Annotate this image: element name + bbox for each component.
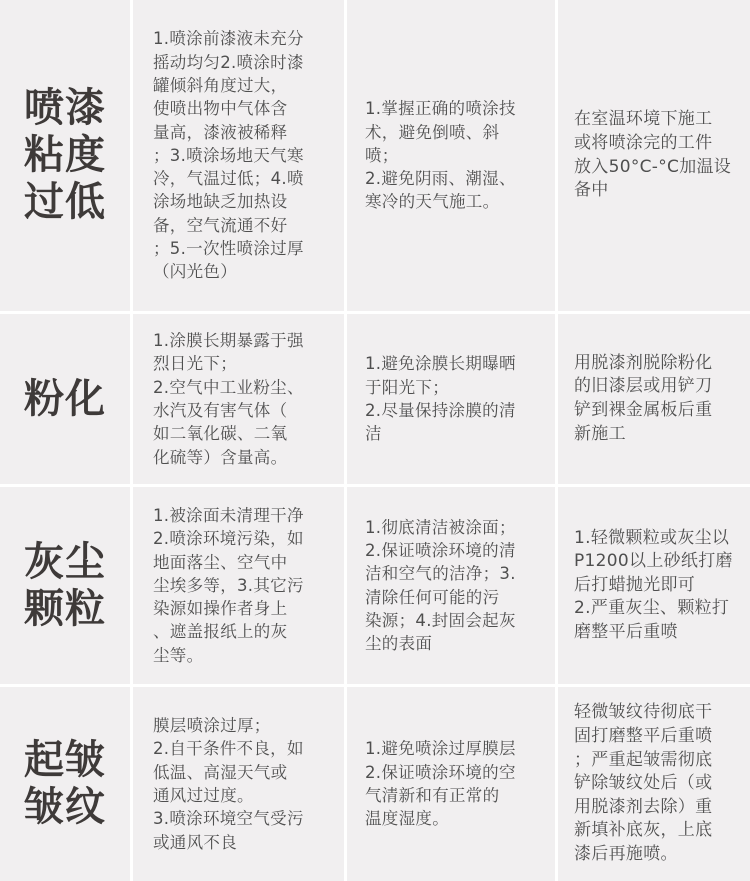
cause-text: 1.喷涂前漆液未充分 摇动均匀2.喷涂时漆 罐倾斜角度过大， 使喷出物中气体含 量高，漆液被稀释 ；3.喷涂场地天气寒 冷，气温过低；4.喷 涂场地缺乏加热设 备，空气流通不好 ；5.一次性喷涂过厚 （闪光色）: [153, 29, 304, 282]
remedy-cell: [558, 314, 750, 484]
cause-text: 膜层喷涂过厚； 2.自干条件不良，如 低温、高湿天气或 通风过过度。 3.喷涂环境空气受污 或通风不良: [153, 716, 304, 852]
defect-name: 喷漆 粘度 过低: [24, 85, 106, 225]
cause-cell: [133, 487, 344, 684]
remedy-text: 1.轻微颗粒或灰尘以 P1200以上砂纸打磨 后打蜡抛光即可 2.严重灰尘、颗粒打 磨整平后重喷: [574, 527, 733, 642]
defect-cell: [0, 487, 130, 684]
defect-name: 起皱 皱纹: [24, 737, 106, 830]
remedy-text: 轻微皱纹待彻底干 固打磨整平后重喷 ；严重起皱需彻底 铲除皱纹处后（或 用脱漆剂去除）重 新填补底灰，上底 漆后再施喷。: [574, 702, 713, 864]
remedy-text: 在室温环境下施工 或将喷涂完的工件 放入50°C-°C加温设 备中: [574, 109, 732, 201]
prevention-cell: [347, 314, 555, 484]
prevention-text: 1.避免涂膜长期曝晒 于阳光下； 2.尽量保持涂膜的清 洁: [365, 354, 516, 444]
cause-cell: [133, 0, 344, 311]
prevention-cell: [347, 687, 555, 881]
defect-name: 粉化: [24, 375, 106, 422]
remedy-cell: [558, 487, 750, 684]
cause-text: 1.被涂面未清理干净 2.喷涂环境污染，如 地面落尘、空气中 尘埃多等，3.其它污 染源如操作者身上 、遮盖报纸上的灰 尘等。: [153, 505, 304, 665]
cause-cell: [133, 314, 344, 484]
defect-name: 灰尘 颗粒: [24, 538, 106, 632]
remedy-cell: [558, 0, 750, 311]
prevention-text: 1.避免喷涂过厚膜层 2.保证喷涂环境的空 气清新和有正常的 温度湿度。: [365, 739, 516, 829]
defect-cell: [0, 0, 130, 311]
prevention-text: 1.彻底清洁被涂面； 2.保证喷涂环境的清 洁和空气的洁净；3. 清除任何可能的污 染源；4.封固会起灰 尘的表面: [365, 517, 516, 654]
prevention-cell: [347, 0, 555, 311]
remedy-text: 用脱漆剂脱除粉化 的旧漆层或用铲刀 铲到裸金属板后重 新施工: [574, 352, 713, 444]
prevention-cell: [347, 487, 555, 684]
cause-cell: [133, 687, 344, 881]
prevention-text: 1.掌握正确的喷涂技 术，避免倒喷、斜 喷； 2.避免阴雨、潮湿、 寒冷的天气施工。: [365, 99, 516, 212]
remedy-cell: [558, 687, 750, 881]
cause-text: 1.涂膜长期暴露于强 烈日光下； 2.空气中工业粉尘、 水汽及有害气体（ 如二氧化碳、二氧 化硫等）含量高。: [153, 331, 304, 467]
defect-cell: [0, 687, 130, 881]
defect-cell: [0, 314, 130, 484]
